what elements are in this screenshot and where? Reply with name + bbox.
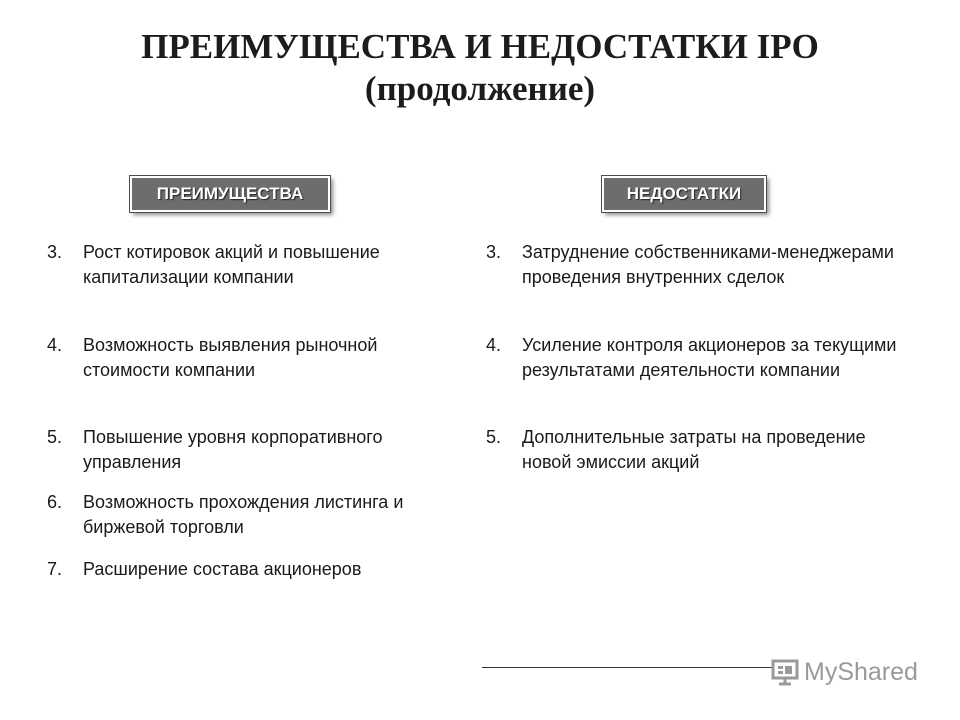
item-text: Расширение состава акционеров xyxy=(83,559,362,579)
list-item xyxy=(47,557,459,582)
item-number: 3. xyxy=(47,242,63,262)
list-item xyxy=(486,240,916,290)
list-item xyxy=(486,425,916,475)
disadvantages-badge: НЕДОСТАТКИ xyxy=(602,176,766,212)
item-text: Повышение уровня корпоративного управления xyxy=(83,427,383,472)
item-text: Рост котировок акций и повышение капитализации компании xyxy=(83,242,380,287)
item-number: 7. xyxy=(47,559,63,579)
item-number: 4. xyxy=(486,335,502,355)
item-number: 5. xyxy=(486,427,502,447)
presentation-board-icon xyxy=(770,657,800,687)
watermark-logo xyxy=(770,655,918,689)
slide-title xyxy=(0,26,960,110)
watermark-text: MyShared xyxy=(804,657,918,686)
list-item xyxy=(47,333,459,383)
item-number: 4. xyxy=(47,335,63,355)
item-text: Возможность выявления рыночной стоимости компании xyxy=(83,335,378,380)
item-text: Затруднение собственниками-менеджерами проведения внутренних сделок xyxy=(522,242,894,287)
list-item xyxy=(47,240,459,290)
list-item xyxy=(47,425,459,475)
title-line-2: (продолжение) xyxy=(364,69,596,108)
item-text: Возможность прохождения листинга и биржевой торговли xyxy=(83,492,404,537)
title-line-1: ПРЕИМУЩЕСТВА И НЕДОСТАТКИ IPO xyxy=(141,27,819,66)
footer-divider xyxy=(482,667,774,668)
item-number: 6. xyxy=(47,492,63,512)
item-number: 3. xyxy=(486,242,502,262)
item-number: 5. xyxy=(47,427,63,447)
item-text: Усиление контроля акционеров за текущими результатами деятельности компании xyxy=(522,335,897,380)
list-item xyxy=(486,333,916,383)
advantages-badge: ПРЕИМУЩЕСТВА xyxy=(130,176,330,212)
item-text: Дополнительные затраты на проведение новой эмиссии акций xyxy=(522,427,866,472)
list-item xyxy=(47,490,459,540)
